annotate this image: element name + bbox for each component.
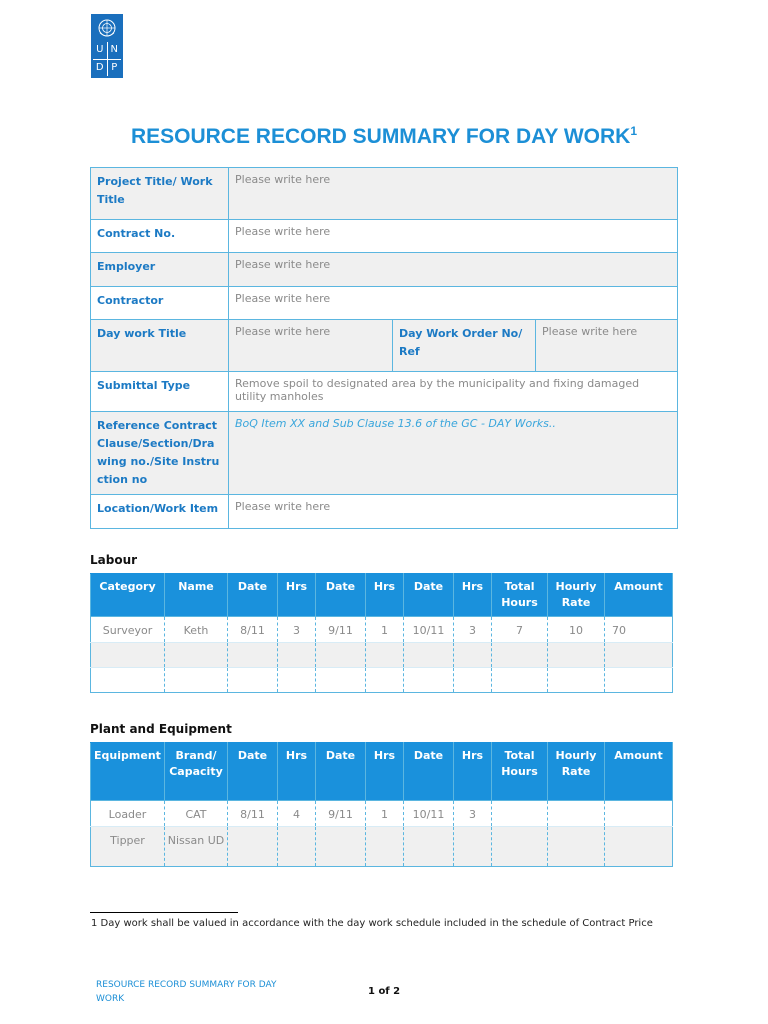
table-cell[interactable]: 70 — [605, 617, 673, 643]
table-cell[interactable]: 10/11 — [404, 801, 454, 827]
submittal-type-field[interactable]: Remove spoil to designated area by the municipality and fixing damaged utility manholes — [229, 372, 678, 412]
table-row — [91, 801, 673, 827]
logo-letter: N — [108, 42, 122, 59]
table-cell[interactable] — [492, 643, 548, 668]
labour-heading: Labour — [90, 553, 138, 567]
table-cell[interactable] — [228, 668, 278, 693]
undp-logo — [91, 14, 123, 78]
submittal-type-label: Submittal Type — [91, 372, 229, 412]
table-cell[interactable]: 10/11 — [404, 617, 454, 643]
table-cell[interactable] — [366, 643, 404, 668]
table-cell[interactable] — [316, 668, 366, 693]
column-header: Hourly Rate — [548, 574, 605, 617]
plant-header-row — [91, 743, 673, 801]
location-field[interactable]: Please write here — [229, 495, 678, 529]
table-cell[interactable] — [492, 801, 548, 827]
column-header: Hrs — [454, 743, 492, 801]
project-title-label: Project Title/ Work Title — [91, 168, 229, 220]
table-cell[interactable]: 8/11 — [228, 801, 278, 827]
table-cell[interactable] — [228, 643, 278, 668]
table-cell[interactable] — [548, 801, 605, 827]
column-header: Total Hours — [492, 743, 548, 801]
table-cell[interactable]: Tipper — [91, 827, 165, 867]
footnote: 1 Day work shall be valued in accordance with the day work schedule included in the schedule of Contract Price — [91, 918, 653, 929]
table-cell[interactable] — [492, 668, 548, 693]
table-cell[interactable] — [404, 827, 454, 867]
page-title-text: RESOURCE RECORD SUMMARY FOR DAY WORK — [130, 125, 631, 148]
table-cell[interactable] — [91, 643, 165, 668]
table-cell[interactable]: 3 — [278, 617, 316, 643]
column-header: Date — [228, 743, 278, 801]
employer-field[interactable]: Please write here — [229, 253, 678, 287]
contract-no-field[interactable]: Please write here — [229, 220, 678, 253]
location-label: Location/Work Item — [91, 495, 229, 529]
title-footnote-ref: 1 — [630, 124, 638, 138]
table-cell[interactable] — [316, 643, 366, 668]
column-header: Date — [404, 743, 454, 801]
table-cell[interactable] — [548, 827, 605, 867]
table-cell[interactable]: 1 — [366, 617, 404, 643]
table-cell[interactable] — [454, 643, 492, 668]
column-header: Hrs — [454, 574, 492, 617]
table-cell[interactable]: 4 — [278, 801, 316, 827]
footer-doc-title: RESOURCE RECORD SUMMARY FOR DAY WORK — [96, 980, 277, 1004]
column-header: Category — [91, 574, 165, 617]
table-cell[interactable]: Loader — [91, 801, 165, 827]
table-row — [91, 827, 673, 867]
table-cell[interactable] — [228, 827, 278, 867]
table-cell[interactable]: 3 — [454, 617, 492, 643]
column-header: Date — [316, 574, 366, 617]
plant-heading: Plant and Equipment — [90, 722, 232, 736]
table-cell[interactable] — [404, 668, 454, 693]
table-cell[interactable] — [366, 668, 404, 693]
table-cell[interactable] — [278, 827, 316, 867]
column-header: Total Hours — [492, 574, 548, 617]
logo-letter: P — [108, 60, 122, 77]
labour-table — [90, 573, 673, 693]
day-work-order-label: Day Work Order No/ Ref — [393, 320, 536, 372]
table-row — [91, 617, 673, 643]
table-cell[interactable] — [404, 643, 454, 668]
table-cell[interactable] — [316, 827, 366, 867]
contractor-label: Contractor — [91, 287, 229, 320]
table-cell[interactable] — [605, 668, 673, 693]
table-cell[interactable]: CAT — [165, 801, 228, 827]
table-cell[interactable] — [548, 643, 605, 668]
table-cell[interactable] — [165, 643, 228, 668]
labour-header-row — [91, 574, 673, 617]
page-title — [0, 124, 768, 149]
table-cell[interactable]: 7 — [492, 617, 548, 643]
table-row — [91, 668, 673, 693]
logo-letter: D — [93, 60, 107, 77]
table-cell[interactable]: 8/11 — [228, 617, 278, 643]
column-header: Brand/ Capacity — [165, 743, 228, 801]
project-info-table — [90, 167, 678, 529]
column-header: Hrs — [366, 743, 404, 801]
table-cell[interactable] — [454, 668, 492, 693]
column-header: Hrs — [366, 574, 404, 617]
table-cell[interactable] — [605, 801, 673, 827]
table-cell[interactable] — [165, 668, 228, 693]
table-cell[interactable]: 9/11 — [316, 617, 366, 643]
logo-letters — [93, 42, 121, 76]
table-cell[interactable]: 9/11 — [316, 801, 366, 827]
day-work-order-field[interactable]: Please write here — [536, 320, 678, 372]
table-cell[interactable] — [454, 827, 492, 867]
table-cell[interactable]: 3 — [454, 801, 492, 827]
column-header: Date — [228, 574, 278, 617]
column-header: Date — [404, 574, 454, 617]
day-work-title-field[interactable]: Please write here — [229, 320, 393, 372]
table-row — [91, 643, 673, 668]
table-cell[interactable] — [605, 643, 673, 668]
column-header: Amount — [605, 574, 673, 617]
table-cell[interactable]: 1 — [366, 801, 404, 827]
table-cell[interactable]: Keth — [165, 617, 228, 643]
table-cell[interactable] — [91, 668, 165, 693]
column-header: Amount — [605, 743, 673, 801]
column-header: Hrs — [278, 574, 316, 617]
table-cell[interactable]: Surveyor — [91, 617, 165, 643]
table-cell[interactable] — [278, 668, 316, 693]
table-cell[interactable] — [605, 827, 673, 867]
column-header: Hrs — [278, 743, 316, 801]
column-header: Name — [165, 574, 228, 617]
footnote-separator — [90, 912, 238, 913]
column-header: Equipment — [91, 743, 165, 801]
reference-label: Reference Contract Clause/Section/Drawing no./Site Instruction no — [91, 412, 229, 495]
table-cell[interactable] — [278, 643, 316, 668]
contract-no-label: Contract No. — [91, 220, 229, 253]
table-cell[interactable]: Nissan UD — [165, 827, 228, 867]
table-cell[interactable] — [492, 827, 548, 867]
table-cell[interactable]: 10 — [548, 617, 605, 643]
table-cell[interactable] — [548, 668, 605, 693]
plant-equipment-table — [90, 742, 673, 867]
column-header: Date — [316, 743, 366, 801]
reference-field[interactable]: BoQ Item XX and Sub Clause 13.6 of the GC - DAY Works.. — [229, 412, 678, 495]
un-emblem-icon — [95, 17, 119, 39]
day-work-title-label: Day work Title — [91, 320, 229, 372]
column-header: Hourly Rate — [548, 743, 605, 801]
table-cell[interactable] — [366, 827, 404, 867]
contractor-field[interactable]: Please write here — [229, 287, 678, 320]
employer-label: Employer — [91, 253, 229, 287]
page-number: 1 of 2 — [368, 986, 401, 997]
project-title-field[interactable]: Please write here — [229, 168, 678, 220]
logo-letter: U — [93, 42, 107, 59]
